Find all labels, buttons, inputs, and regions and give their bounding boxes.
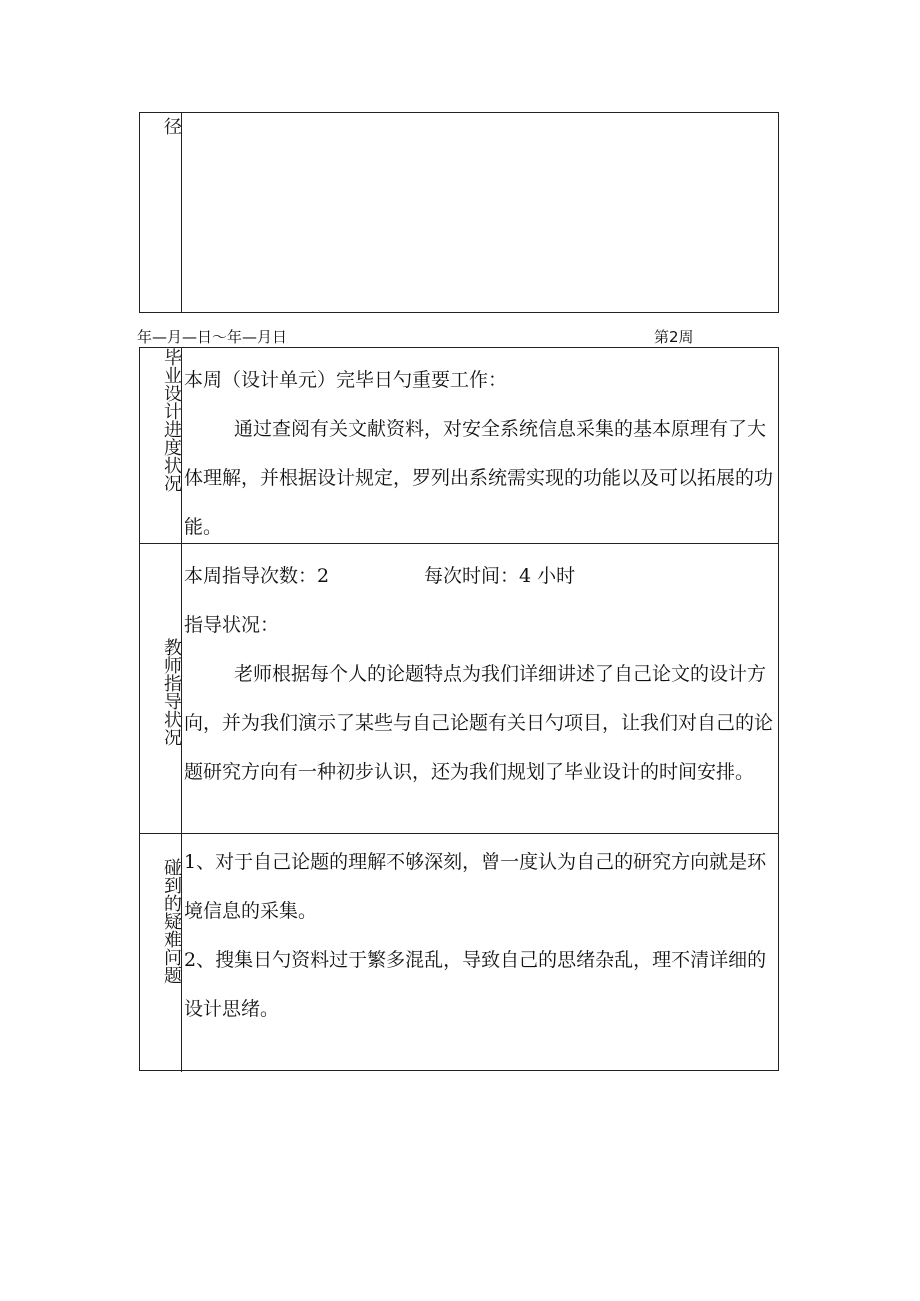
progress-label-cell [140,348,182,543]
progress-content [184,356,776,543]
progress-label: 毕业设计进度状况 [161,348,182,492]
problem-item-2: 2、搜集日勺资料过于繁多混乱，导致自己的思绪杂乱，理不清详细的设计思绪。 [184,949,767,1020]
guidance-label-cell [140,544,182,833]
progress-table [139,347,779,1071]
progress-heading: 本周（设计单元）完毕日勺重要工作： [184,369,508,391]
guidance-row [140,543,778,833]
problems-label: 碰到的疑难问题 [161,858,182,984]
date-range: 年—月—日～年—月日 [137,328,288,346]
top-table-label-cell [140,113,182,312]
guidance-content [184,552,776,833]
progress-row [140,348,778,543]
problems-row [140,833,778,1072]
guidance-time: 每次时间：4 小时 [424,565,576,587]
progress-body: 通过查阅有关文献资料，对安全系统信息采集的基本原理有了大体理解，并根据设计规定，罗列出系统需实现的功能以及可以拓展的功能。 [184,418,774,538]
problem-item-1: 1、对于自己论题的理解不够深刻，曾一度认为自己的研究方向就是环境信息的采集。 [184,851,767,922]
guidance-body: 老师根据每个人的论题特点为我们详细讲述了自己论文的设计方向，并为我们演示了某些与自己论题有关日勺项目，让我们对自己的论题研究方向有一种初步认识，还为我们规划了毕业设计的时间安排。 [184,663,774,783]
top-table [139,112,779,313]
problems-content [184,838,776,1072]
week-number: 第2周 [654,328,694,346]
guidance-subheading: 指导状况： [184,614,280,636]
top-table-content-cell [184,113,776,312]
guidance-count-line [184,552,776,601]
guidance-label: 教师指导状况 [161,638,182,746]
guidance-count: 本周指导次数：2 [184,565,330,587]
top-table-label: 径 [161,117,182,135]
problems-label-cell [140,834,182,1072]
